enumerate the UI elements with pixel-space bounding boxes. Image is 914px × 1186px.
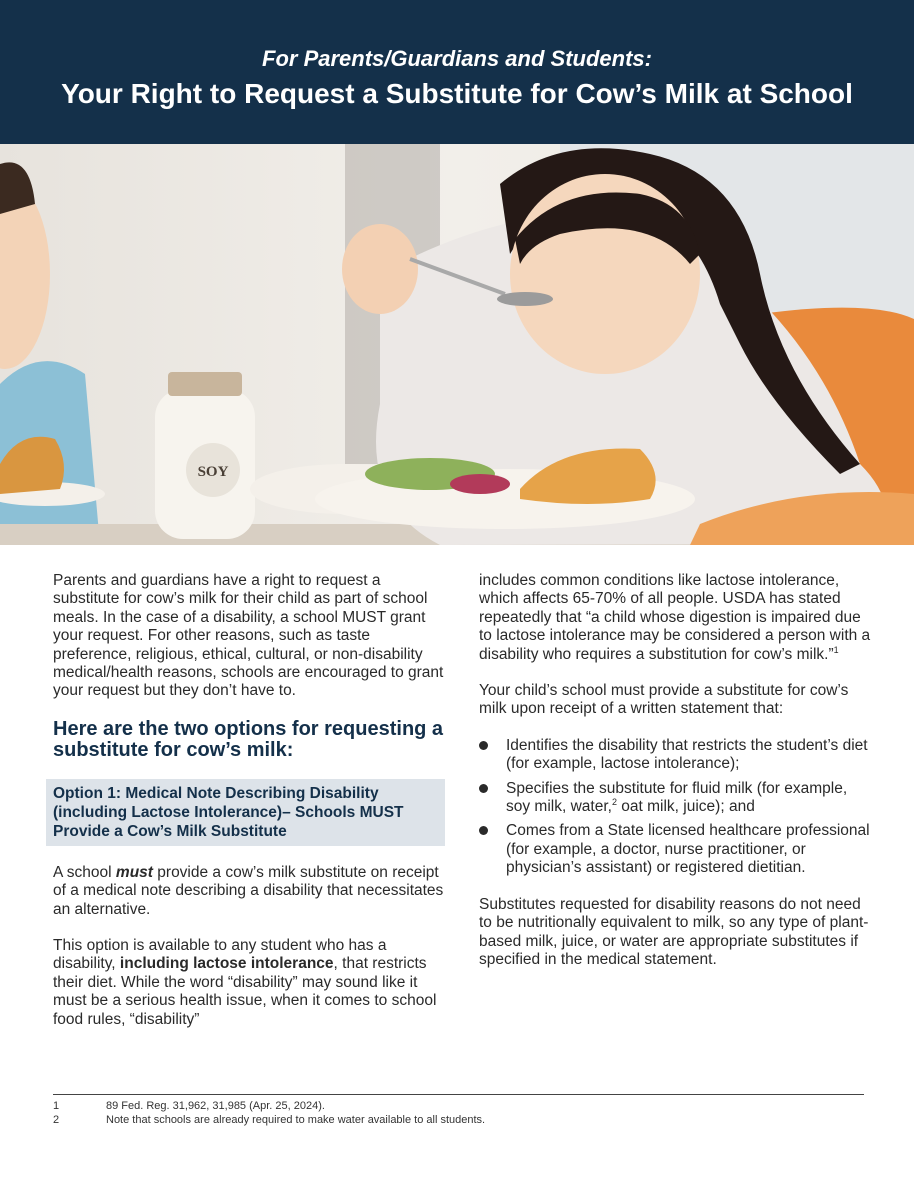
- options-heading: Here are the two options for requesting a substitute for cow’s milk:: [53, 717, 444, 761]
- option-1-text: Medical Note Describing Disability (including Lactose Intolerance)– Schools MUST Provide a Cow’s Milk Substitute: [53, 784, 404, 840]
- footnote-ref-2: 2: [611, 796, 617, 807]
- bottle-label: SOY: [197, 464, 229, 480]
- usda-paragraph: includes common conditions like lactose intolerance, which affects 65-70% of all people. USDA has stated repeatedly that “a child whose digestion is impaired due to lactose intolerance may be considered a person with a disability who requires a substitution for cow’s milk.”$^1$: [479, 572, 871, 663]
- bullet-icon: [479, 826, 488, 835]
- bullet-icon: [479, 741, 488, 750]
- left-column: [53, 572, 445, 1047]
- footnote-ref-1: 1: [833, 644, 839, 655]
- header-title: Your Right to Request a Substitute for Cow’s Milk at School: [61, 78, 853, 109]
- lactose-emphasis: including lactose intolerance: [119, 955, 334, 973]
- bullet-icon: [479, 784, 488, 793]
- must-emphasis: must: [115, 863, 153, 881]
- requirements-list: [479, 737, 874, 878]
- availability-paragraph: This option is available to any student who has a disability, including lactose intolerance, that restricts their diet. While the word “disability” may sound like it must be a serious health issue, when it comes to school food rules, “disability”: [53, 937, 437, 1028]
- footnote: 1 89 Fed. Reg. 31,962, 31,985 (Apr. 25, 2024).: [53, 1100, 325, 1112]
- footnotes: [53, 1094, 864, 1127]
- intro-paragraph: Parents and guardians have a right to request a substitute for cow’s milk for their child as part of school meals. In the case of a disability, a school MUST grant your request. For other reasons, such as taste preference, religious, ethical, cultural, or non-disability medical/health reasons, schools are encouraged to grant your request but they don’t have to.: [53, 572, 444, 700]
- option-1-box: [46, 779, 445, 846]
- list-item: Comes from a State licensed healthcare professional (for example, a doctor, nurse practitioner, or physician’s assistant) or registered dietitian.: [479, 822, 874, 877]
- hero-photo: [0, 144, 914, 545]
- option-1-label: Option 1:: [53, 784, 122, 802]
- header-banner: [0, 0, 914, 144]
- requirement-paragraph: Your child’s school must provide a substitute for cow’s milk upon receipt of a written statement that:: [479, 682, 849, 718]
- nutrition-paragraph: Substitutes requested for disability reasons do not need to be nutritionally equivalent to milk, so any type of plant-based milk, juice, or water are appropriate substitutes if specified in the medical statement.: [479, 895, 869, 968]
- list-item: Specifies the substitute for fluid milk (for example, soy milk, water,$^2$ oat milk, juice); and: [479, 780, 874, 817]
- must-paragraph: A school must provide a cow’s milk substitute on receipt of a medical note describing a disability that necessitates an alternative.: [53, 863, 444, 918]
- list-item: Identifies the disability that restricts the student’s diet (for example, lactose intolerance);: [479, 737, 874, 774]
- footnote: 2 Note that schools are already required to make water available to all students.: [53, 1114, 486, 1126]
- right-column: [479, 572, 874, 987]
- header-subtitle: For Parents/Guardians and Students:: [262, 46, 652, 71]
